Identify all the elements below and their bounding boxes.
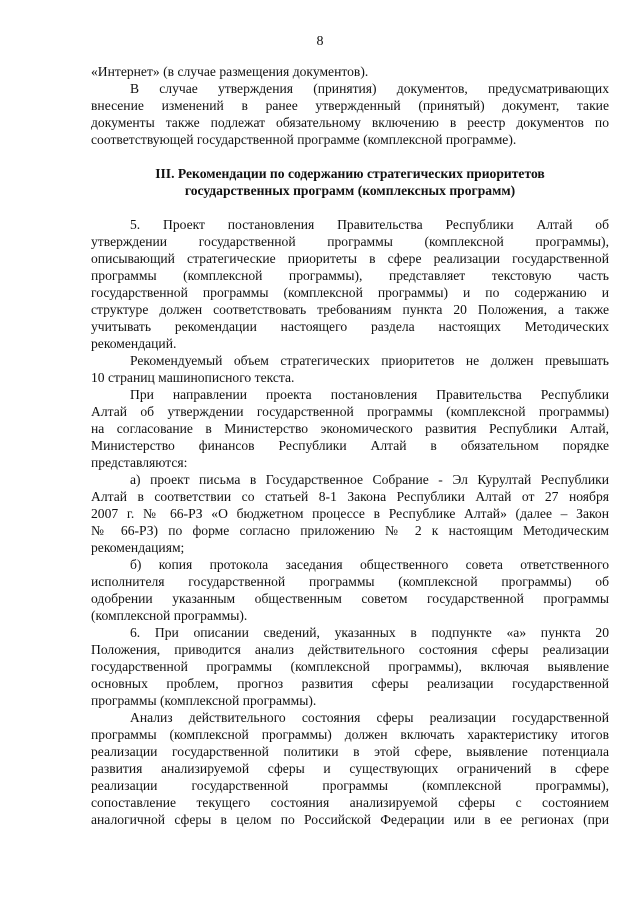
text-line: сопоставление текущего состояния анализируемой сферы с состоянием <box>91 795 609 810</box>
text-line: Алтай в соответствии со статьей 8-1 Закона Республики Алтай от 27 ноября <box>91 489 609 504</box>
text-line: описывающий стратегические приоритеты в сфере реализации государственной <box>91 251 609 266</box>
text-line: основных проблем, прогноз развития сферы реализации государственной <box>91 676 609 691</box>
text-line: Рекомендуемый объем стратегических приоритетов не должен превышать <box>130 353 609 368</box>
section-heading: государственных программ (комплексных программ) <box>184 183 516 198</box>
text-line: Министерство финансов Республики Алтай в обязательном порядке <box>91 438 609 453</box>
text-line: государственной программы (комплексной программы), включая выявление <box>91 659 609 674</box>
text-line: структуре должен соответствовать требованиям пункта 20 Положения, а также <box>91 302 609 317</box>
text-line: рекомендаций. <box>91 336 177 351</box>
text-line: Алтай об утверждении государственной программы (комплексной программы) <box>91 404 609 419</box>
text-line: документы также подлежат обязательному включению в реестр документов по <box>91 115 609 130</box>
text-line: Положения, приводится анализ действительного состояния сферы реализации <box>91 642 609 657</box>
text-line: утверждении государственной программы (комплексной программы), <box>91 234 609 249</box>
text-line: одобрении указанным общественным советом государственной программы <box>91 591 609 606</box>
text-line: б) копия протокола заседания общественного совета ответственного <box>130 557 609 572</box>
text-line: учитывать рекомендации настоящего раздела настоящих Методических <box>91 319 609 334</box>
text-line: исполнителя государственной программы (комплексной программы) об <box>91 574 609 589</box>
text-line: 5. Проект постановления Правительства Республики Алтай об <box>130 217 609 232</box>
document-body <box>91 63 609 828</box>
text-line: государственной программы (комплексной программы) и по содержанию и <box>91 285 609 300</box>
text-line: на согласование в Министерство экономического развития Республики Алтай, <box>91 421 609 436</box>
text-line: программы (комплексной программы) должен включать характеристику итогов <box>91 727 609 742</box>
text-line: а) проект письма в Государственное Собрание - Эл Курултай Республики <box>130 472 609 487</box>
text-line: В случае утверждения (принятия) документов, предусматривающих <box>130 81 609 96</box>
page-number: 8 <box>316 34 324 49</box>
text-line: рекомендациям; <box>91 540 185 555</box>
text-line: программы (комплексной программы), представляет текстовую часть <box>91 268 609 283</box>
section-heading: III. Рекомендации по содержанию стратегических приоритетов <box>155 166 545 181</box>
text-line: программы (комплексной программы). <box>91 693 317 708</box>
text-line: 2007 г. № 66-РЗ «О бюджетном процессе в Республике Алтай» (далее – Закон <box>91 506 609 521</box>
text-line: соответствующей государственной программе (комплексной программе). <box>91 132 517 147</box>
text-line: «Интернет» (в случае размещения документов). <box>91 64 369 79</box>
text-line: При направлении проекта постановления Правительства Республики <box>130 387 609 402</box>
text-line: представляются: <box>91 455 188 470</box>
text-line: 6. При описании сведений, указанных в подпункте «а» пункта 20 <box>130 625 609 640</box>
text-line: аналогичной сферы в целом по Российской Федерации или в ее регионах (при <box>91 812 609 827</box>
text-line: реализации государственной политики в этой сфере, выявление потенциала <box>91 744 609 759</box>
text-line: внесение изменений в ранее утвержденный (принятый) документ, такие <box>91 98 609 113</box>
text-line: № 66-РЗ) по форме согласно приложению № 2 к настоящим Методическим <box>91 523 609 538</box>
text-line: реализации государственной программы (комплексной программы), <box>91 778 609 793</box>
text-line: 10 страниц машинописного текста. <box>91 370 295 385</box>
text-line: развития анализируемой сферы и существующих ограничений в сфере <box>91 761 609 776</box>
text-line: (комплексной программы). <box>91 608 248 623</box>
text-line: Анализ действительного состояния сферы реализации государственной <box>130 710 609 725</box>
